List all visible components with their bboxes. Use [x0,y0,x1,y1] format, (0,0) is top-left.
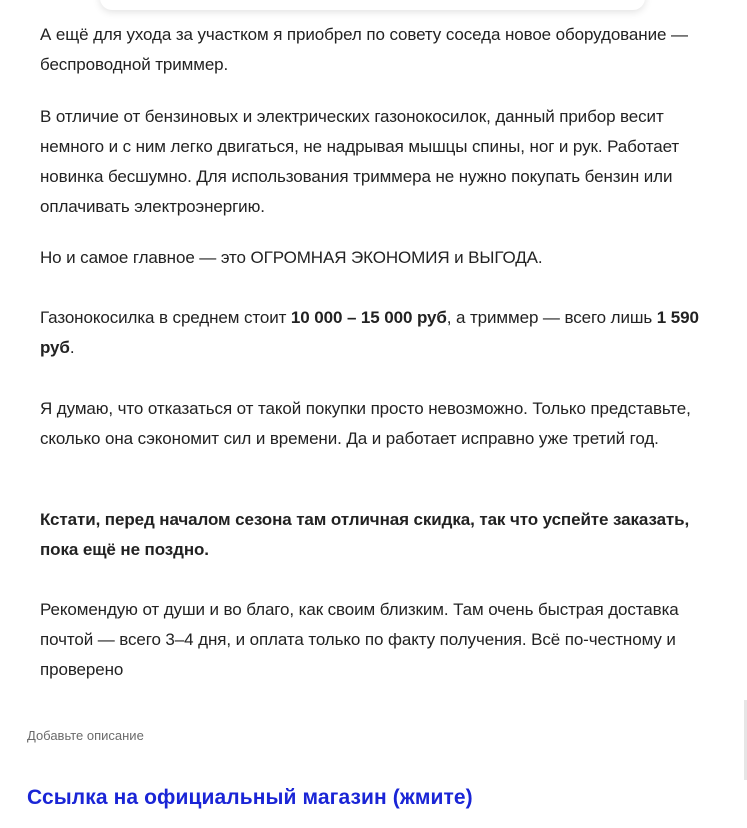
official-store-link[interactable]: Ссылка на официальный магазин (жмите) [27,786,473,809]
top-card-edge [100,0,645,10]
paragraph-trimmer-purchase: А ещё для ухода за участком я приобрел по совету соседа новое оборудование — беспроводной триммер. [40,25,688,74]
price-text-2: , а триммер — всего лишь [446,308,657,327]
paragraph-trimmer-benefits: В отличие от бензиновых и электрических газонокосилок, данный прибор весит немного и с ним легко двигаться, не надрывая мышцы спины, ног и рук. Работает новинка бесшумно. Для использования триммера не нужно покупать бензин или оплачивать электроэнергию. [40,107,680,216]
paragraph-price-comparison [40,303,730,363]
trimmer-price: 1 590 руб [40,308,699,357]
paragraph-discount: Кстати, перед началом сезона там отличная скидка, так что успейте заказать, пока ещё не поздно. [40,510,690,559]
mower-price: 10 000 – 15 000 руб [290,308,447,327]
paragraph-main-benefit: Но и самое главное — это ОГРОМНАЯ ЭКОНОМИЯ и ВЫГОДА. [40,248,543,267]
image-caption-placeholder[interactable]: Добавьте описание [27,728,144,743]
paragraph-recommendation: Рекомендую от души и во благо, как своим близким. Там очень быстрая доставка почтой — всего 3–4 дня, и оплата только по факту получения. Всё по-честному и проверено [40,600,679,679]
price-text-1: Газонокосилка в среднем стоит [40,308,291,327]
paragraph-opinion: Я думаю, что отказаться от такой покупки просто невозможно. Только представьте, сколько она сэкономит сил и времени. Да и работает исправно уже третий год. [40,399,691,448]
price-text-3: . [69,338,75,357]
